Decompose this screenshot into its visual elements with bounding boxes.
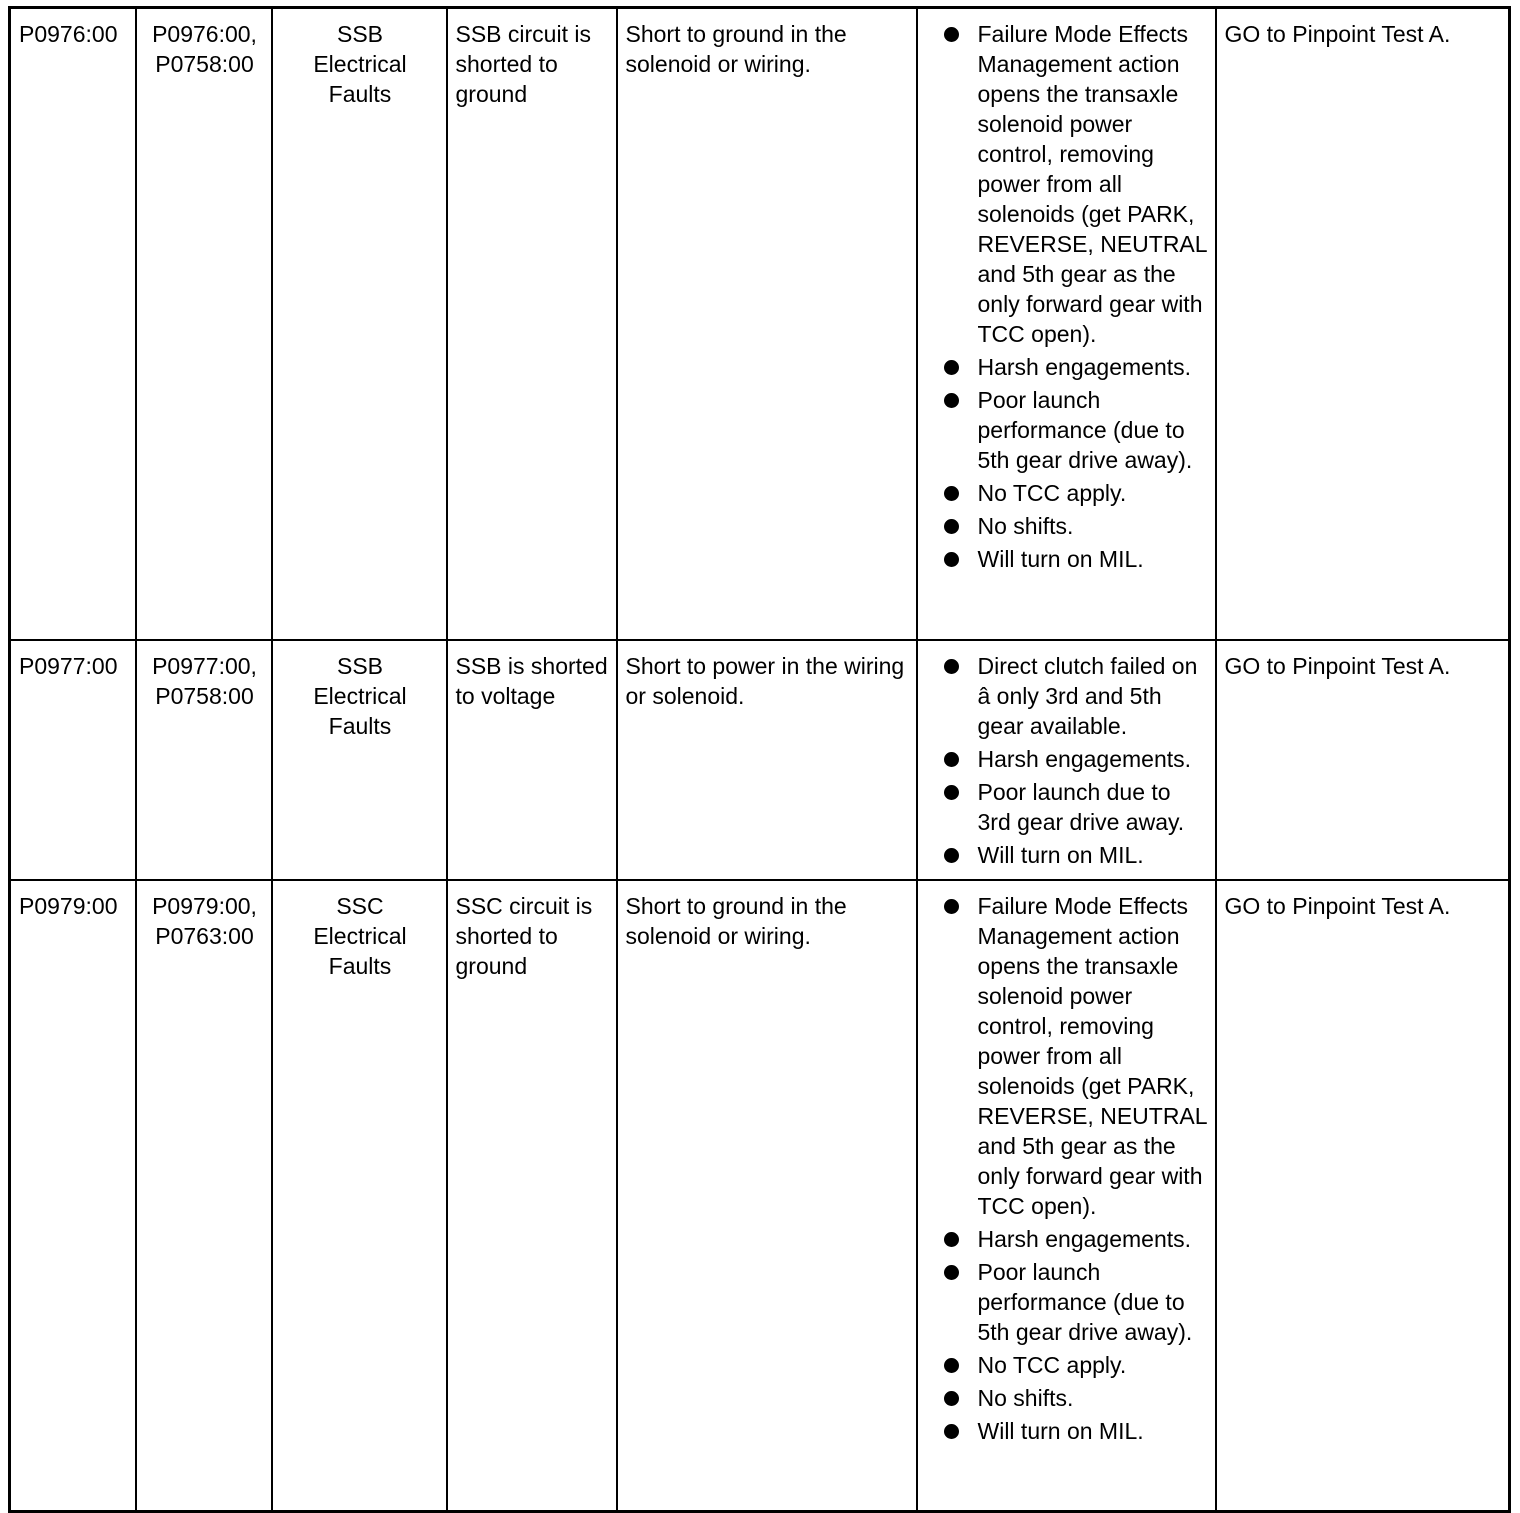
symptom-item — [926, 891, 1209, 1221]
bullet-icon — [944, 848, 959, 863]
symptom-item — [926, 1224, 1209, 1254]
related-dtc-codes: P0979:00, P0763:00 — [152, 892, 257, 949]
symptom-text: Will turn on MIL. — [977, 1417, 1144, 1444]
symptom-list — [926, 19, 1209, 574]
table-row — [10, 640, 1510, 880]
action-text: GO to Pinpoint Test A. — [1224, 892, 1451, 919]
symptom-list — [926, 891, 1209, 1446]
description-cell — [447, 880, 617, 1512]
component-cell — [272, 640, 447, 880]
dtc-code: P0979:00 — [19, 892, 118, 919]
symptom-item — [926, 1257, 1209, 1347]
symptom-text: Poor launch due to 3rd gear drive away. — [977, 778, 1185, 835]
symptom-item — [926, 385, 1209, 475]
symptom-text: Failure Mode Effects Management action opens the transaxle solenoid power control, removing power from all solenoids (get PARK, REVERSE, NEUTRAL and 5th gear as the only forward gear with TCC open). — [977, 21, 1207, 347]
bullet-icon — [944, 1424, 959, 1439]
related-dtc-codes: P0977:00, P0758:00 — [152, 652, 257, 709]
symptom-text: Harsh engagements. — [977, 354, 1192, 380]
dtc-table — [8, 6, 1511, 1513]
symptom-text: Harsh engagements. — [977, 745, 1192, 772]
action-cell — [1216, 880, 1510, 1512]
action-text: GO to Pinpoint Test A. — [1224, 652, 1451, 679]
effects-cell — [917, 8, 1216, 640]
symptom-item — [926, 544, 1209, 574]
symptom-text: No shifts. — [977, 1384, 1074, 1411]
bullet-icon — [944, 1358, 959, 1373]
symptom-item — [926, 1350, 1209, 1380]
effects-cell — [917, 640, 1216, 880]
symptom-item — [926, 777, 1209, 837]
component-name: SSB Electrical Faults — [313, 21, 407, 107]
symptom-list — [926, 651, 1209, 870]
table-row — [10, 880, 1510, 1512]
component-name: SSC Electrical Faults — [313, 892, 407, 979]
action-cell — [1216, 8, 1510, 640]
symptom-item — [926, 840, 1209, 870]
symptom-item — [926, 352, 1209, 382]
probable-cause: Short to power in the wiring or solenoid. — [625, 652, 905, 709]
bullet-icon — [944, 360, 959, 375]
probable-cause: Short to ground in the solenoid or wiring. — [625, 892, 847, 949]
action-cell — [1216, 640, 1510, 880]
dtc-code: P0977:00 — [19, 652, 118, 679]
bullet-icon — [944, 659, 959, 674]
symptom-text: No TCC apply. — [977, 1351, 1127, 1378]
description-cell — [447, 640, 617, 880]
cause-cell — [617, 8, 917, 640]
symptom-text: No shifts. — [977, 513, 1074, 539]
symptom-item — [926, 651, 1209, 741]
bullet-icon — [944, 27, 959, 42]
component-cell — [272, 880, 447, 1512]
symptom-item — [926, 19, 1209, 349]
effects-cell — [917, 880, 1216, 1512]
component-name: SSB Electrical Faults — [313, 652, 407, 739]
related-dtc-cell — [136, 640, 272, 880]
probable-cause: Short to ground in the solenoid or wiring. — [625, 21, 847, 77]
symptom-text: Failure Mode Effects Management action opens the transaxle solenoid power control, removing power from all solenoids (get PARK, REVERSE, NEUTRAL and 5th gear as the only forward gear with TCC open). — [977, 892, 1207, 1219]
description-cell — [447, 8, 617, 640]
symptom-text: Will turn on MIL. — [977, 841, 1144, 868]
related-dtc-cell — [136, 880, 272, 1512]
fault-description: SSC circuit is shorted to ground — [455, 892, 593, 979]
symptom-item — [926, 478, 1209, 508]
fault-description: SSB is shorted to voltage — [455, 652, 608, 709]
component-cell — [272, 8, 447, 640]
action-text: GO to Pinpoint Test A. — [1224, 21, 1451, 47]
bullet-icon — [944, 393, 959, 408]
table-row — [10, 8, 1510, 640]
related-dtc-cell — [136, 8, 272, 640]
dtc-code-cell — [10, 880, 136, 1512]
bullet-icon — [944, 486, 959, 501]
bullet-icon — [944, 1232, 959, 1247]
symptom-text: Poor launch performance (due to 5th gear drive away). — [977, 1258, 1193, 1345]
cause-cell — [617, 640, 917, 880]
symptom-item — [926, 1383, 1209, 1413]
symptom-text: Harsh engagements. — [977, 1225, 1192, 1252]
bullet-icon — [944, 785, 959, 800]
bullet-icon — [944, 1391, 959, 1406]
bullet-icon — [944, 899, 959, 914]
related-dtc-codes: P0976:00, P0758:00 — [152, 21, 257, 77]
fault-description: SSB circuit is shorted to ground — [455, 21, 591, 107]
symptom-text: Poor launch performance (due to 5th gear drive away). — [977, 387, 1193, 473]
bullet-icon — [944, 752, 959, 767]
dtc-code-cell — [10, 8, 136, 640]
bullet-icon — [944, 519, 959, 534]
symptom-text: No TCC apply. — [977, 480, 1127, 506]
symptom-item — [926, 744, 1209, 774]
dtc-code: P0976:00 — [19, 21, 118, 47]
symptom-item — [926, 511, 1209, 541]
dtc-code-cell — [10, 640, 136, 880]
cause-cell — [617, 880, 917, 1512]
symptom-item — [926, 1416, 1209, 1446]
symptom-text: Direct clutch failed on â only 3rd and 5th gear available. — [977, 652, 1198, 739]
bullet-icon — [944, 552, 959, 567]
bullet-icon — [944, 1265, 959, 1280]
symptom-text: Will turn on MIL. — [977, 546, 1144, 572]
dtc-table-body — [10, 8, 1510, 1512]
